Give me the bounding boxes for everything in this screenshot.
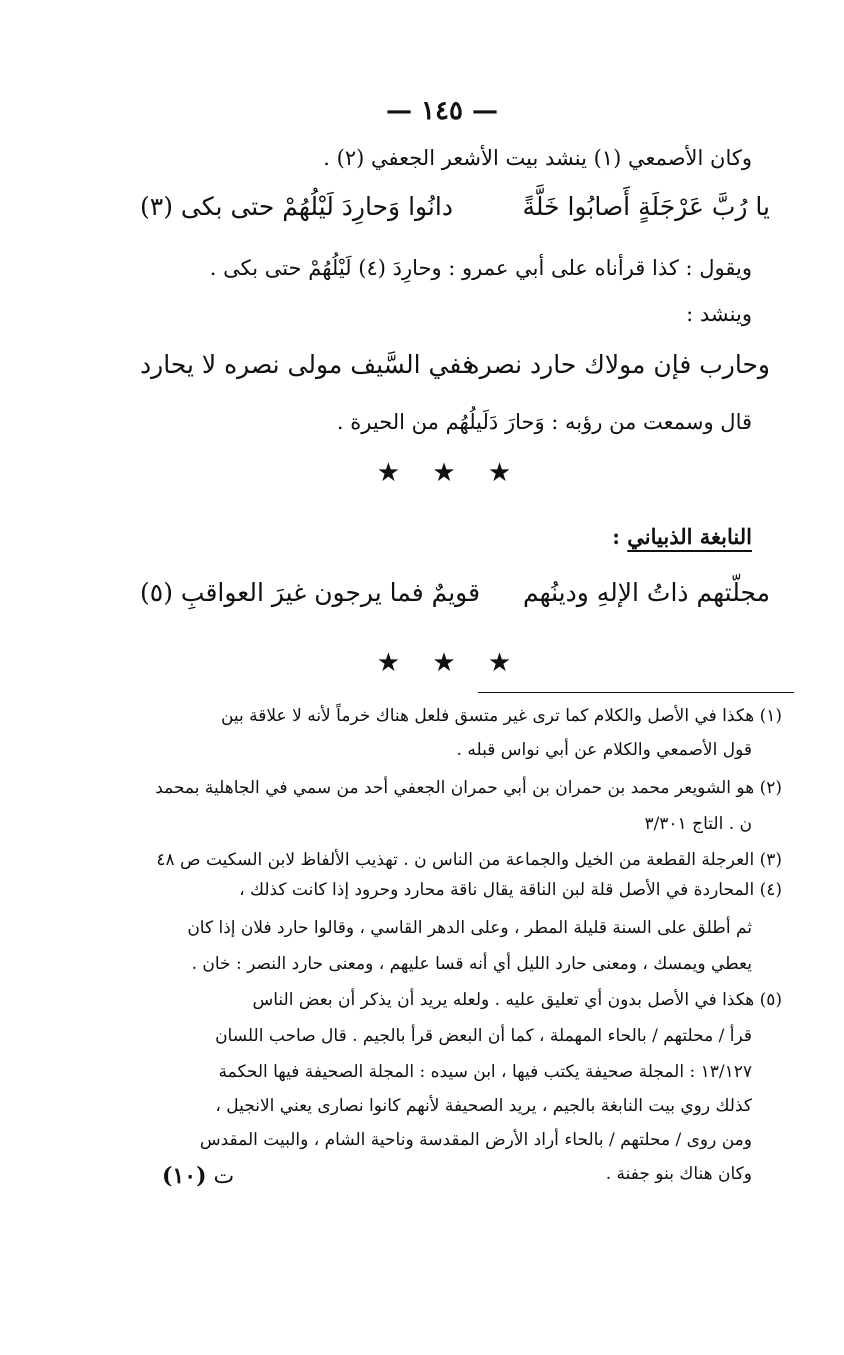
- verse-3-first-hemistich: مجلّتهم ذاتُ الإلهِ ودينُهم: [522, 578, 770, 607]
- section-divider-stars: ★ ★ ★: [376, 648, 524, 678]
- footnote-5-line-1: (٥) هكذا في الأصل بدون أي تعليق عليه . ولعله يريد أن يذكر أن بعض الناس: [252, 990, 782, 1010]
- verse-2-first-hemistich: وحارب فإن مولاك حارد نصره: [466, 350, 770, 379]
- verse-1-second-hemistich: دانُوا وَحارِدَ لَيْلُهُمْ حتى بكى (٣): [140, 192, 453, 221]
- section-heading-colon: :: [612, 524, 628, 549]
- section-heading: [612, 524, 752, 549]
- footnote-separator: [478, 692, 794, 693]
- footnote-4-line-1: (٤) المحاردة في الأصل قلة لبن الناقة يقال ناقة محارد وحرود إذا كانت كذلك ،: [239, 880, 782, 900]
- section-heading-title: النابغة الذبياني: [627, 524, 752, 549]
- section-divider-stars: ★ ★ ★: [376, 458, 524, 488]
- footnote-4-line-3: يعطي ويمسك ، ومعنى حارد الليل أي أنه قسا عليهم ، ومعنى حارد النصر : خان .: [191, 954, 752, 974]
- footnote-2-line-1: (٢) هو الشويعر محمد بن حمران بن أبي حمران الجعفي أحد من سمي في الجاهلية بمحمد: [155, 778, 782, 798]
- footnote-1-line-2: قول الأصمعي والكلام عن أبي نواس قبله .: [456, 740, 752, 760]
- signature-letter: ت: [213, 1164, 235, 1189]
- footnote-1-line-1: (١) هكذا في الأصل والكلام كما ترى غير متسق فلعل هناك خرماً لأنه لا علاقة بين: [220, 706, 782, 726]
- body-line-2: ويقول : كذا قرأناه على أبي عمرو : وحارِدَ (٤) لَيْلُهُمْ حتى بكى .: [209, 256, 752, 280]
- footnote-4-line-2: ثم أطلق على السنة قليلة المطر ، وعلى الدهر القاسي ، وقالوا حارد فلان إذا كان: [187, 918, 752, 938]
- verse-2-second-hemistich: ففي السَّيف مولى نصره لا يحارد: [140, 350, 474, 379]
- body-line-4: قال وسمعت من رؤبه : وَحارَ دَلَيلُهُم من الحيرة .: [336, 410, 752, 434]
- footnote-3-line-1: (٣) العرجلة القطعة من الخيل والجماعة من الناس ن . تهذيب الألفاظ لابن السكيت ص ٤٨: [156, 850, 782, 870]
- footnote-5-line-5: ومن روى / محلتهم / بالحاء أراد الأرض المقدسة وناحية الشام ، والبيت المقدس: [199, 1130, 752, 1150]
- printer-signature: [162, 1163, 234, 1189]
- footnote-5-line-4: كذلك روي بيت النابغة بالجيم ، يريد الصحيفة لأنهم كانوا نصارى يعني الانجيل ،: [215, 1096, 752, 1116]
- body-line-1: وكان الأصمعي (١) ينشد بيت الأشعر الجعفي (٢) .: [323, 146, 752, 170]
- verse-3-second-hemistich: قويمٌ فما يرجون غيرَ العواقبِ (٥): [140, 578, 481, 607]
- footnote-2-line-2: ن . التاج ٣/٣٠١: [644, 814, 752, 834]
- footnote-5-line-3: ١٣/١٢٧ : المجلة صحيفة يكتب فيها ، ابن سيده : المجلة الصحيفة فيها الحكمة: [218, 1062, 752, 1082]
- footnote-5-line-6: وكان هناك بنو جفنة .: [605, 1164, 752, 1184]
- body-line-3: وينشد :: [686, 302, 752, 326]
- signature-number: (١٠): [162, 1163, 207, 1189]
- footnote-5-line-2: قرأ / محلتهم / بالحاء المهملة ، كما أن البعض قرأ بالجيم . قال صاحب اللسان: [215, 1026, 752, 1046]
- verse-1-first-hemistich: يا رُبَّ عَرْجَلَةٍ أَصابُوا خَلَّةً: [522, 192, 770, 221]
- page-number: — ١٤٥ —: [385, 96, 499, 126]
